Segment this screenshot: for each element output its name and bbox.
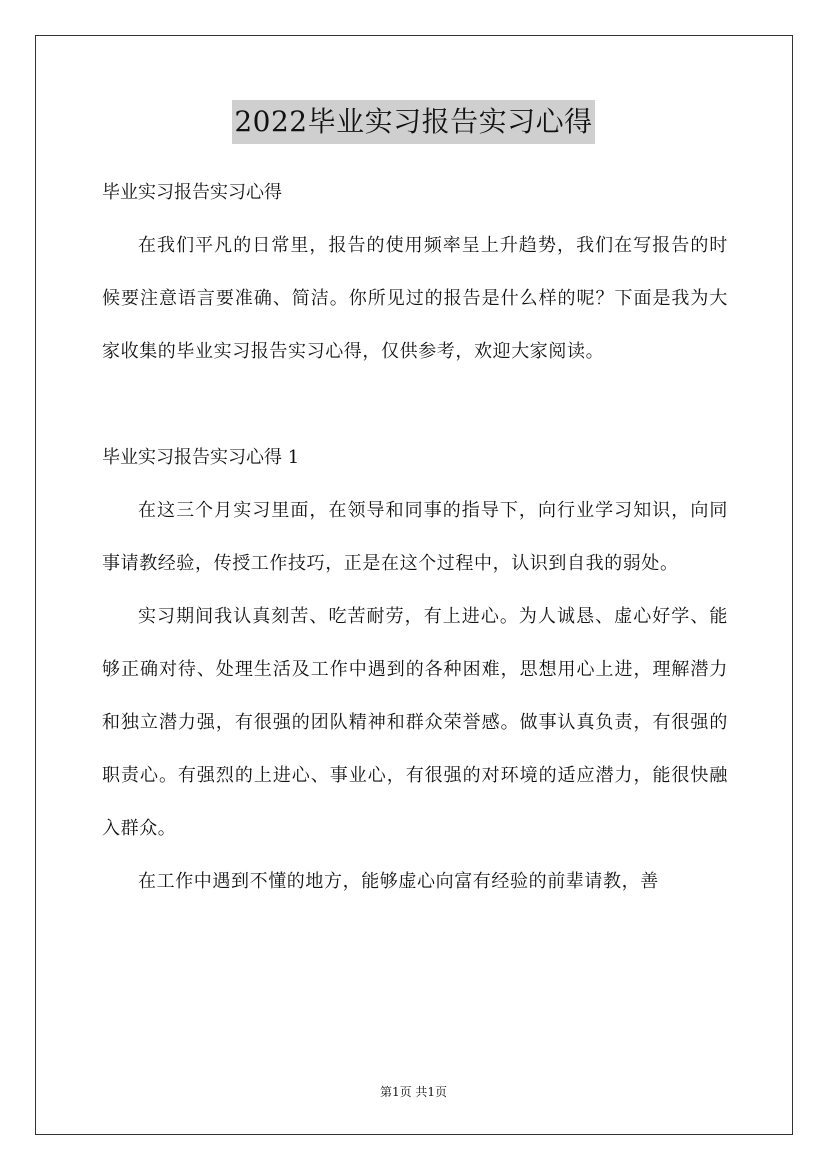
section-heading: 毕业实习报告实习心得 1	[102, 447, 300, 468]
title-container	[0, 100, 827, 144]
page-number: 第1页 共1页	[379, 1085, 448, 1099]
section-spacer	[102, 378, 728, 431]
document-subtitle: 毕业实习报告实习心得	[102, 182, 282, 203]
body-paragraph: 在这三个月实习里面，在领导和同事的指导下，向行业学习知识，向同事请教经验，传授工作技巧，正是在这个过程中，认识到自我的弱处。	[102, 500, 728, 574]
intro-paragraph: 在我们平凡的日常里，报告的使用频率呈上升趋势，我们在写报告的时候要注意语言要准确、简洁。你所见过的报告是什么样的呢？下面是我为大家收集的毕业实习报告实习心得，仅供参考，欢迎大家阅读。	[102, 235, 728, 362]
body-paragraph: 在工作中遇到不懂的地方，能够虚心向富有经验的前辈请教，善	[138, 871, 659, 892]
body-paragraph: 实习期间我认真刻苦、吃苦耐劳，有上进心。为人诚恳、虚心好学、能够正确对待、处理生活及工作中遇到的各种困难，思想用心上进，理解潜力和独立潜力强，有很强的团队精神和群众荣誉感。做事认真负责，有很强的职责心。有强烈的上进心、事业心，有很强的对环境的适应潜力，能很快融入群众。	[102, 606, 728, 839]
page-footer	[0, 1082, 827, 1102]
document-body	[102, 166, 728, 908]
document-title: 2022毕业实习报告实习心得	[232, 100, 594, 144]
